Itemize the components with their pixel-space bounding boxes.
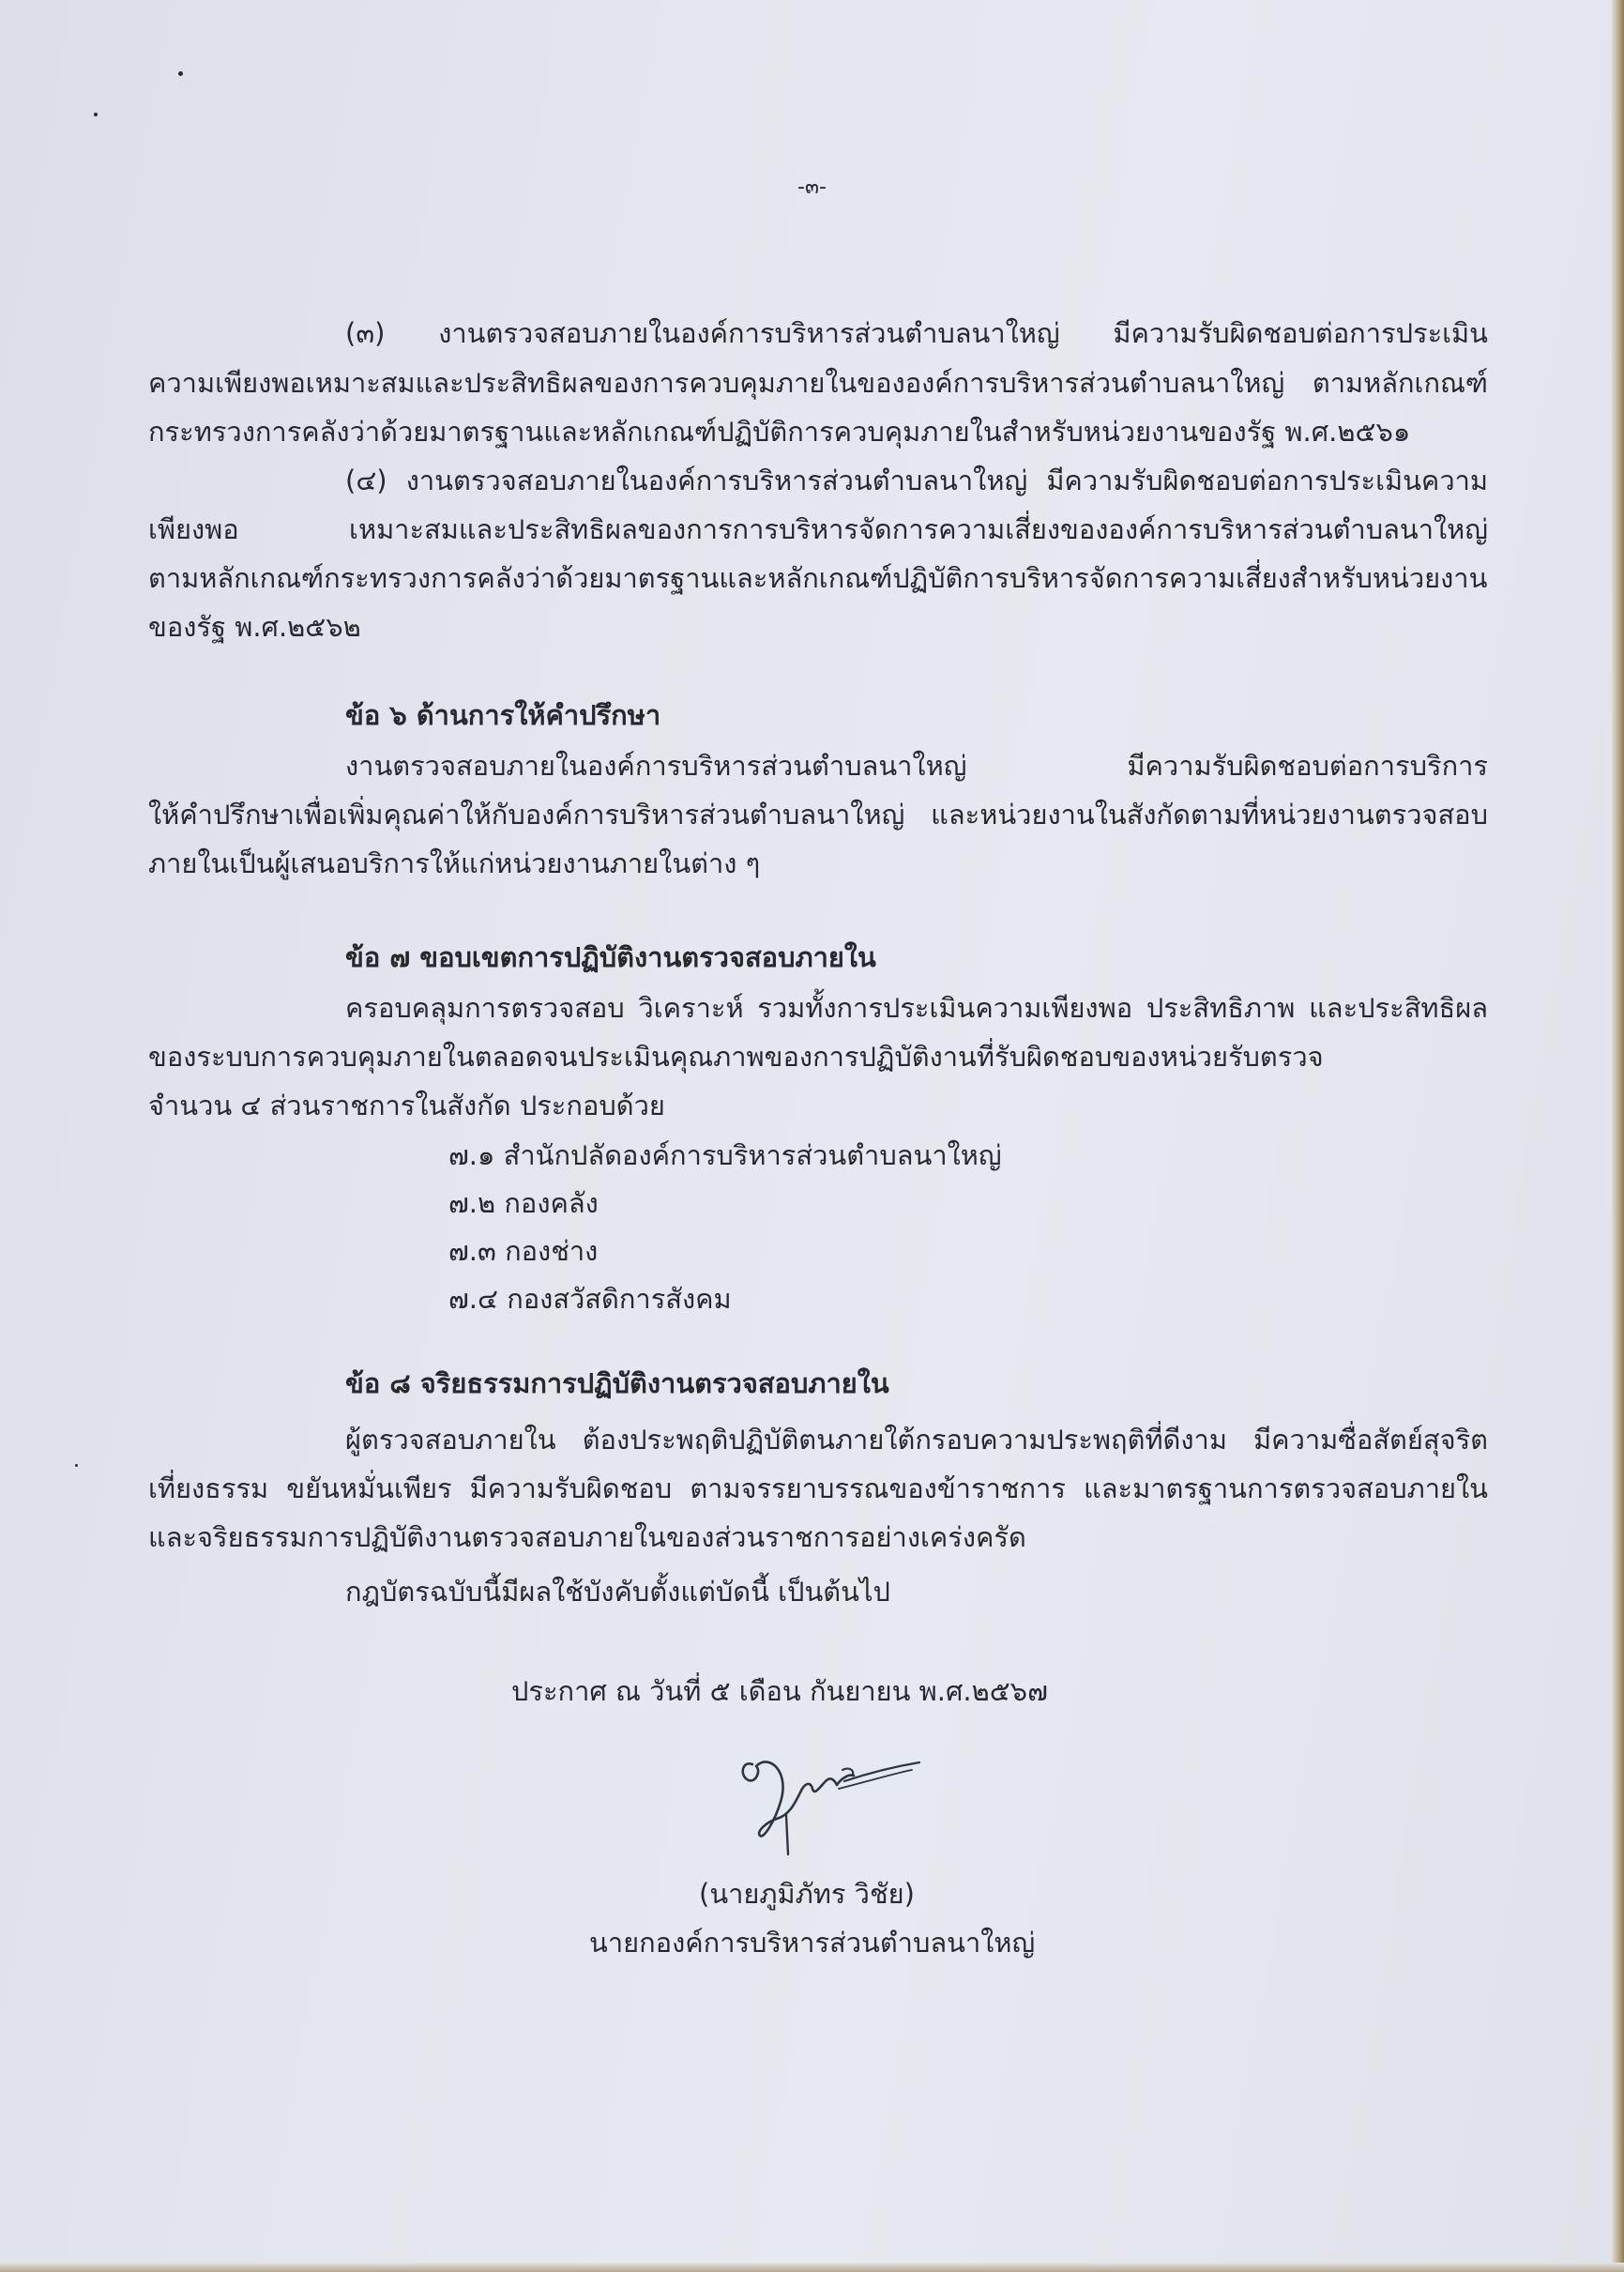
section-6-line: ภายในเป็นผู้เสนอบริการให้แก่หน่วยงานภายในต่าง ๆ [148, 847, 761, 879]
section-8-line: เที่ยงธรรม ขยันหมั่นเพียร มีความรับผิดชอบ ตามจรรยาบรรณของข้าราชการ และมาตรฐานการตรวจสอบภายใน [148, 1472, 1488, 1504]
item-3-line: กระทรวงการคลังว่าด้วยมาตรฐานและหลักเกณฑ์ปฏิบัติการควบคุมภายในสำหรับหน่วยงานของรัฐ พ.ศ.๒๕๖๑ [148, 416, 1411, 448]
page-number: -๓- [797, 175, 827, 199]
unit-list-item: ๗.๔ กองสวัสดิการสังคม [448, 1283, 732, 1315]
signer-name: (นายภูมิภัทร วิชัย) [699, 1878, 915, 1910]
effective-statement: กฎบัตรฉบับนี้มีผลใช้บังคับตั้งแต่บัดนี้ เป็นต้นไป [345, 1576, 890, 1608]
unit-list-item: ๗.๒ กองคลัง [448, 1187, 599, 1219]
signer-title: นายกองค์การบริหารส่วนตำบลนาใหญ่ [589, 1927, 1036, 1959]
section-8-heading: ข้อ ๘ จริยธรรมการปฏิบัติงานตรวจสอบภายใน [345, 1367, 889, 1399]
section-8-line: และจริยธรรมการปฏิบัติงานตรวจสอบภายในของส่วนราชการอย่างเคร่งครัด [148, 1521, 1026, 1553]
section-6-line: งานตรวจสอบภายในองค์การบริหารส่วนตำบลนาใหญ่ มีความรับผิดชอบต่อการบริการ [345, 750, 1488, 782]
section-6-line: ให้คำปรึกษาเพื่อเพิ่มคุณค่าให้กับองค์การบริหารส่วนตำบลนาใหญ่ และหน่วยงานในสังกัดตามที่หน่วยงานตรวจสอบ [148, 799, 1488, 831]
unit-list-item: ๗.๓ กองช่าง [448, 1235, 599, 1267]
item-4-line: เพียงพอ เหมาะสมและประสิทธิผลของการการบริหารจัดการความเสี่ยงขององค์การบริหารส่วนตำบลนาใหญ่ [148, 513, 1488, 545]
item-4-line: (๔) งานตรวจสอบภายในองค์การบริหารส่วนตำบลนาใหญ่ มีความรับผิดชอบต่อการประเมินความ [345, 465, 1488, 496]
section-7-line: ของระบบการควบคุมภายในตลอดจนประเมินคุณภาพของการปฏิบัติงานที่รับผิดชอบของหน่วยรับตรวจ [148, 1041, 1324, 1073]
handwritten-signature [732, 1744, 938, 1866]
item-3-line: ความเพียงพอเหมาะสมและประสิทธิผลของการควบคุมภายในขององค์การบริหารส่วนตำบลนาใหญ่ ตามหลักเกณฑ์ [148, 367, 1488, 399]
section-6-heading: ข้อ ๖ ด้านการให้คำปรึกษา [345, 699, 661, 731]
section-7-heading: ข้อ ๗ ขอบเขตการปฏิบัติงานตรวจสอบภายใน [345, 941, 876, 973]
unit-list-item: ๗.๑ สำนักปลัดองค์การบริหารส่วนตำบลนาใหญ่ [448, 1139, 1002, 1171]
item-4-line: ของรัฐ พ.ศ.๒๕๖๒ [148, 611, 361, 643]
item-4-line: ตามหลักเกณฑ์กระทรวงการคลังว่าด้วยมาตรฐานและหลักเกณฑ์ปฏิบัติการบริหารจัดการความเสี่ยงสำหรับหน่วยงาน [148, 562, 1488, 594]
announcement-date: ประกาศ ณ วันที่ ๕ เดือน กันยายน พ.ศ.๒๕๖๗ [511, 1675, 1048, 1707]
section-8-line: ผู้ตรวจสอบภายใน ต้องประพฤติปฏิบัติตนภายใต้กรอบความประพฤติที่ดีงาม มีความซื่อสัตย์สุจริต [345, 1424, 1488, 1456]
item-3-line: (๓) งานตรวจสอบภายในองค์การบริหารส่วนตำบลนาใหญ่ มีความรับผิดชอบต่อการประเมิน [345, 317, 1488, 349]
section-7-line: ครอบคลุมการตรวจสอบ วิเคราะห์ รวมทั้งการประเมินความเพียงพอ ประสิทธิภาพ และประสิทธิผล [345, 992, 1488, 1024]
section-7-line: จำนวน ๔ ส่วนราชการในสังกัด ประกอบด้วย [148, 1090, 665, 1121]
